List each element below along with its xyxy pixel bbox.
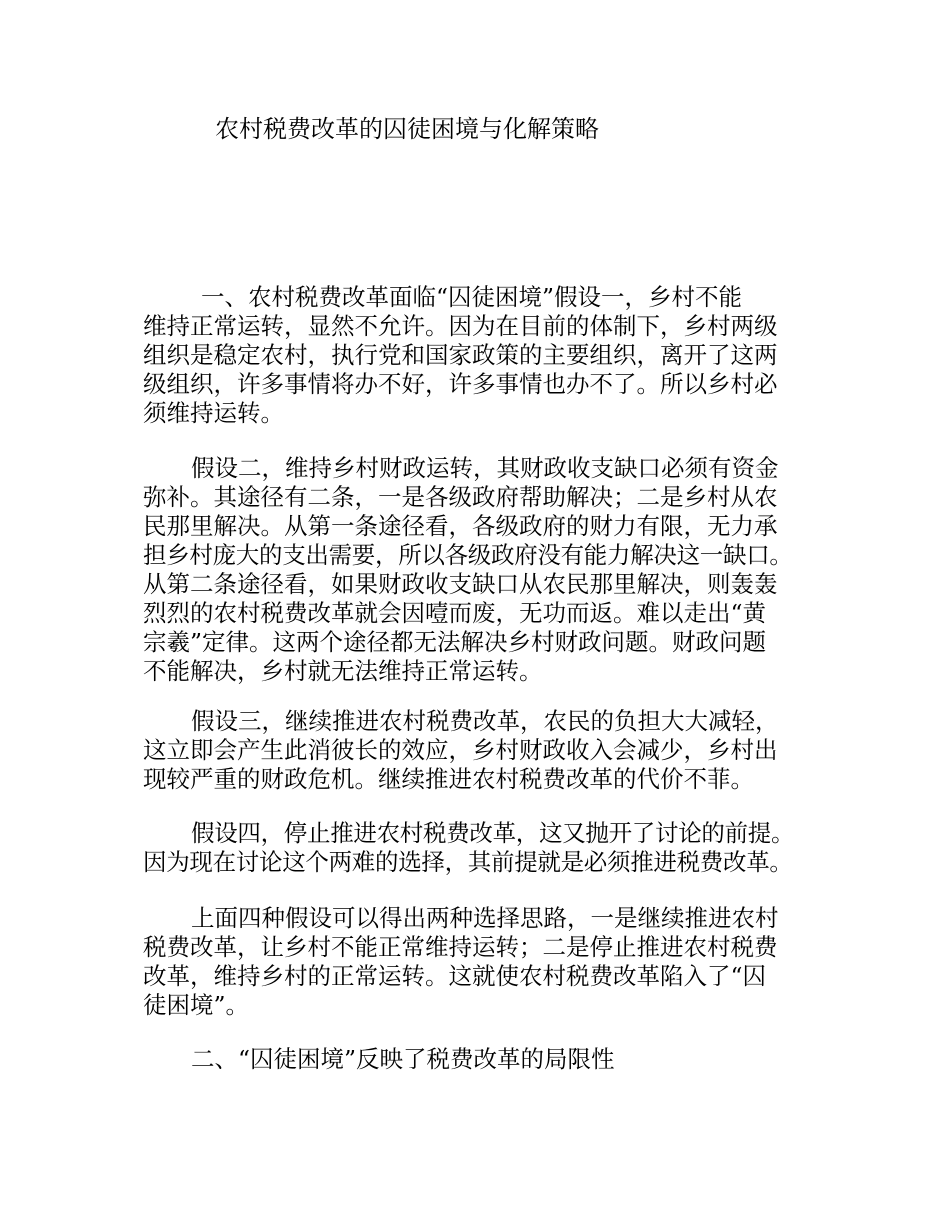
paragraph-1 bbox=[143, 283, 835, 428]
section-heading-text: 二、“囚徒困境”反映了税费改革的局限性 bbox=[191, 1045, 615, 1073]
paragraph-4 bbox=[143, 819, 835, 877]
paragraph-line: 宗羲”定律。这两个途径都无法解决乡村财政问题。财政问题 bbox=[143, 628, 767, 656]
paragraph-line: 上面四种假设可以得出两种选择思路，一是继续推进农村 bbox=[191, 904, 779, 932]
paragraph-line: 不能解决，乡村就无法维持正常运转。 bbox=[143, 657, 543, 685]
paragraph-line: 徒困境”。 bbox=[143, 991, 250, 1019]
paragraph-line: 假设二，维持乡村财政运转，其财政收支缺口必须有资金 bbox=[191, 454, 779, 482]
paragraph-line: 假设四，停止推进农村税费改革，这又抛开了讨论的前提。 bbox=[191, 819, 795, 847]
paragraph-line: 民那里解决。从第一条途径看，各级政府的财力有限，无力承 bbox=[143, 512, 778, 540]
paragraph-line: 从第二条途径看，如果财政收支缺口从农民那里解决，则轰轰 bbox=[143, 570, 778, 598]
paragraph-line: 一、农村税费改革面临“囚徒困境”假设一，乡村不能 bbox=[201, 283, 743, 311]
section-heading bbox=[143, 1045, 835, 1074]
paragraph-line: 这立即会产生此消彼长的效应，乡村财政收入会减少，乡村出 bbox=[143, 736, 778, 764]
paragraph-line: 弥补。其途径有二条，一是各级政府帮助解决；二是乡村从农 bbox=[143, 483, 778, 511]
paragraph-line: 假设三，继续推进农村税费改革，农民的负担大大减轻， bbox=[191, 707, 779, 735]
paragraph-line: 组织是稳定农村，执行党和国家政策的主要组织，离开了这两 bbox=[143, 341, 778, 369]
paragraph-line: 烈烈的农村税费改革就会因噎而废，无功而返。难以走出“黄 bbox=[143, 599, 767, 627]
paragraph-line: 因为现在讨论这个两难的选择，其前提就是必须推进税费改革。 bbox=[143, 848, 793, 876]
paragraph-line: 担乡村庞大的支出需要，所以各级政府没有能力解决这一缺口。 bbox=[143, 541, 793, 569]
paragraph-line: 须维持运转。 bbox=[143, 399, 284, 427]
paragraph-2 bbox=[143, 454, 835, 686]
paragraph-line: 级组织，许多事情将办不好，许多事情也办不了。所以乡村必 bbox=[143, 370, 778, 398]
paragraph-line: 现较严重的财政危机。继续推进农村税费改革的代价不菲。 bbox=[143, 765, 754, 793]
paragraph-line: 税费改革，让乡村不能正常维持运转；二是停止推进农村税费 bbox=[143, 933, 778, 961]
paragraph-line: 改革，维持乡村的正常运转。这就使农村税费改革陷入了“囚 bbox=[143, 962, 767, 990]
paragraph-line: 维持正常运转，显然不允许。因为在目前的体制下，乡村两级 bbox=[143, 312, 778, 340]
document-title: 农村税费改革的囚徒困境与化解策略 bbox=[215, 115, 599, 143]
paragraph-5 bbox=[143, 904, 835, 1020]
paragraph-3 bbox=[143, 707, 835, 794]
